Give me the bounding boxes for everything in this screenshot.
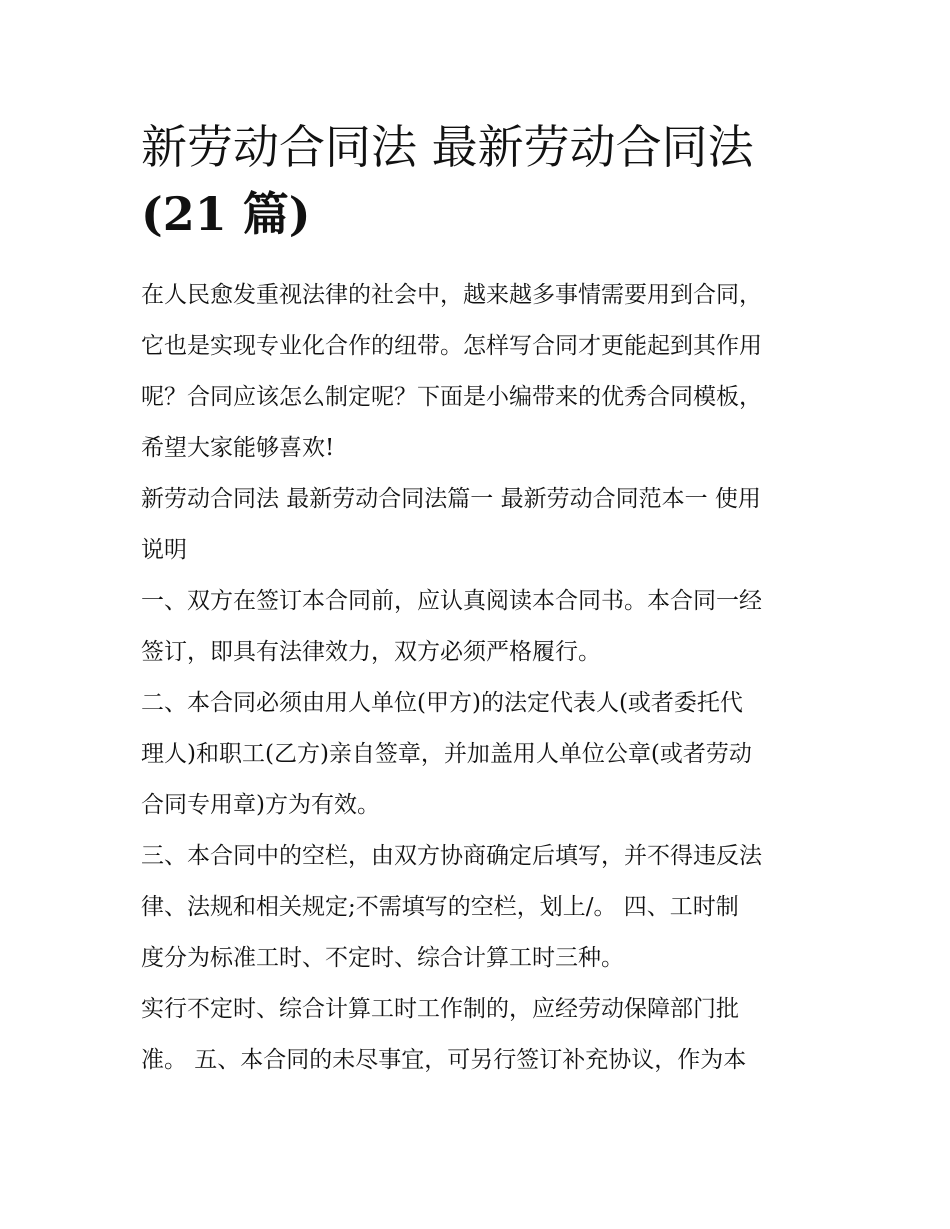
clause-five-paragraph: 实行不定时、综合计算工时工作制的，应经劳动保障部门批 准。 五、本合同的未尽事宜，可另行签订补充协议，作为本 (141, 996, 747, 1073)
section-heading-paragraph: 新劳动合同法 最新劳动合同法篇一 最新劳动合同范本一 使用 说明 (141, 486, 761, 563)
clause-three-four-paragraph: 三、本合同中的空栏，由双方协商确定后填写，并不得违反法 律、法规和相关规定;不需填写的空栏，划上/。 四、工时制 度分为标准工时、不定时、综合计算工时三种。 (141, 843, 762, 971)
clause-two-paragraph: 二、本合同必须由用人单位(甲方)的法定代表人(或者委托代 理人)和职工(乙方)亲自签章，并加盖用人单位公章(或者劳动 合同专用章)方为有效。 (141, 690, 752, 818)
title-line-2: (21 篇) (141, 187, 311, 241)
clause-one-paragraph: 一、双方在签订本合同前，应认真阅读本合同书。本合同一经 签订，即具有法律效力，双方必须严格履行。 (141, 588, 762, 665)
document-body (141, 114, 813, 1086)
intro-paragraph: 在人民愈发重视法律的社会中，越来越多事情需要用到合同， 它也是实现专业化合作的纽带。怎样写合同才更能起到其作用 呢？合同应该怎么制定呢？下面是小编带来的优秀合同模板， 希望大家能够喜欢! (141, 282, 762, 461)
title-line-1: 新劳动合同法 最新劳动合同法 (141, 120, 754, 174)
document-title (141, 114, 813, 248)
